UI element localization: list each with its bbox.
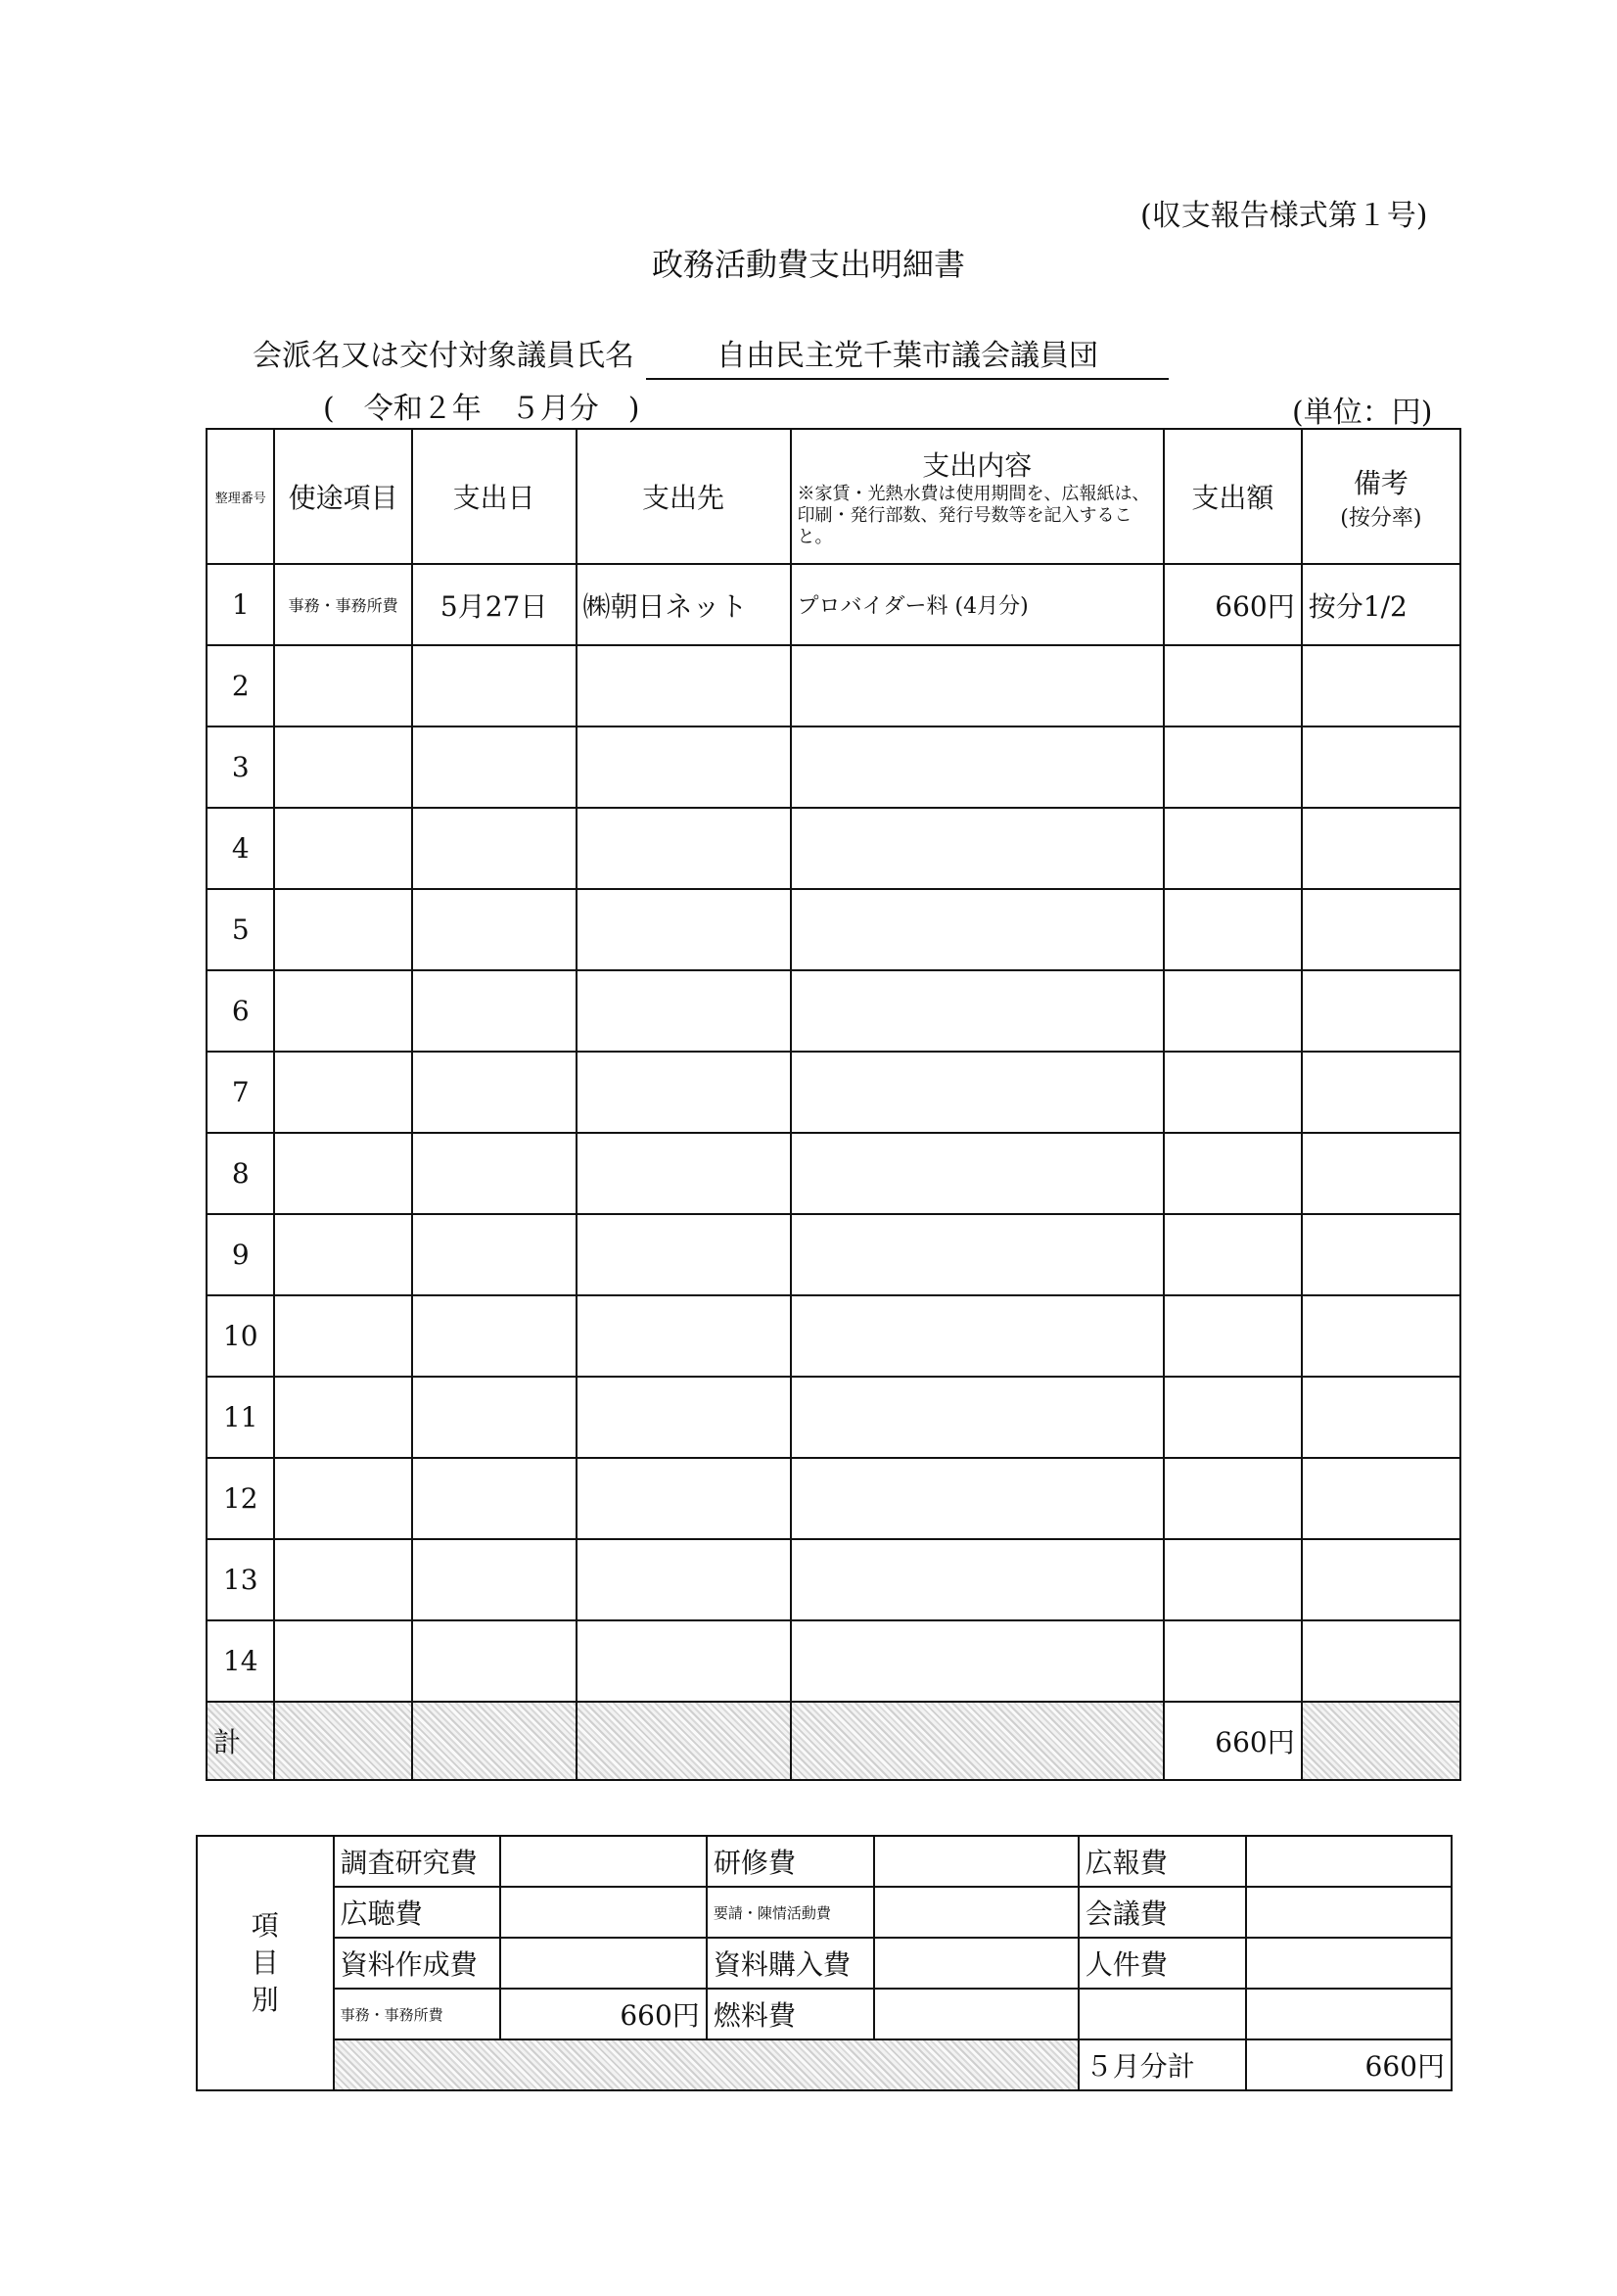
category-value (1246, 1989, 1452, 2039)
header-date: 支出日 (412, 429, 577, 564)
cell-amount (1164, 1377, 1302, 1458)
cell-date (412, 726, 577, 808)
cell-no: 8 (207, 1133, 274, 1214)
cell-content (791, 808, 1165, 889)
cell-payee (577, 1377, 791, 1458)
table-row (207, 1214, 1460, 1295)
cell-note (1302, 1539, 1460, 1620)
header-amount: 支出額 (1164, 429, 1302, 564)
category-label (1079, 1989, 1246, 2039)
category-side-char: 別 (251, 1984, 279, 2016)
category-label: 資料購入費 (707, 1938, 874, 1989)
category-label: 会議費 (1079, 1887, 1246, 1938)
cell-note (1302, 808, 1460, 889)
total-label: 計 (207, 1702, 274, 1780)
page-title: 政務活動費支出明細書 (651, 246, 965, 283)
cell-content (791, 970, 1165, 1052)
cell-date (412, 808, 577, 889)
period: ( 令和２年 ５月分 ) (323, 392, 640, 426)
total-shaded-cell (1302, 1702, 1460, 1780)
cell-payee (577, 726, 791, 808)
cell-note: 按分1/2 (1302, 564, 1460, 645)
cell-payee (577, 1214, 791, 1295)
cell-payee (577, 1052, 791, 1133)
table-row (207, 564, 1460, 645)
category-value (1246, 1836, 1452, 1887)
cell-content (791, 1620, 1165, 1702)
cell-no: 5 (207, 889, 274, 970)
cell-use (274, 1214, 411, 1295)
category-label: 広報費 (1079, 1836, 1246, 1887)
cell-amount (1164, 645, 1302, 726)
party-label: 会派名又は交付対象議員氏名 (253, 339, 634, 373)
category-value (1246, 1887, 1452, 1938)
cell-note (1302, 726, 1460, 808)
cell-note (1302, 1052, 1460, 1133)
header-content-label: 支出内容 (922, 449, 1033, 482)
cell-payee (577, 1458, 791, 1539)
cell-date: 5月27日 (412, 564, 577, 645)
category-value (500, 1887, 706, 1938)
category-label: 調査研究費 (334, 1836, 501, 1887)
table-row (207, 970, 1460, 1052)
cell-content: プロバイダー料 (4月分) (791, 564, 1165, 645)
cell-date (412, 1295, 577, 1377)
cell-use (274, 645, 411, 726)
cell-no: 12 (207, 1458, 274, 1539)
cell-date (412, 645, 577, 726)
cell-no: 7 (207, 1052, 274, 1133)
cell-use (274, 1458, 411, 1539)
table-row (207, 1295, 1460, 1377)
cell-payee (577, 970, 791, 1052)
table-header-row (207, 429, 1460, 564)
category-value (500, 1938, 706, 1989)
cell-amount: 660円 (1164, 564, 1302, 645)
cell-date (412, 1052, 577, 1133)
unit-label: (単位：円) (1292, 396, 1433, 430)
cell-content (791, 726, 1165, 808)
category-row (197, 1887, 1452, 1938)
month-total-value: 660円 (1246, 2039, 1452, 2090)
cell-payee: ㈱朝日ネット (577, 564, 791, 645)
cell-date (412, 1458, 577, 1539)
category-value (874, 1938, 1079, 1989)
table-row (207, 1133, 1460, 1214)
category-value (874, 1989, 1079, 2039)
category-row (197, 1989, 1452, 2039)
header-note-label: 備考 (1353, 466, 1409, 499)
table-row (207, 1377, 1460, 1458)
cell-payee (577, 645, 791, 726)
cell-amount (1164, 889, 1302, 970)
category-side-char: 項 (251, 1909, 279, 1942)
cell-payee (577, 889, 791, 970)
cell-no: 11 (207, 1377, 274, 1458)
category-value (500, 1836, 706, 1887)
cell-no: 6 (207, 970, 274, 1052)
header-note-sub: (按分率) (1340, 505, 1422, 531)
cell-date (412, 1133, 577, 1214)
cell-content (791, 1295, 1165, 1377)
cell-no: 13 (207, 1539, 274, 1620)
table-row (207, 726, 1460, 808)
cell-content (791, 1133, 1165, 1214)
cell-use: 事務・事務所費 (274, 564, 411, 645)
cell-no: 9 (207, 1214, 274, 1295)
cell-no: 2 (207, 645, 274, 726)
cell-payee (577, 1620, 791, 1702)
category-side-label (197, 1836, 334, 2090)
total-shaded-cell (274, 1702, 411, 1780)
cell-use (274, 1539, 411, 1620)
cell-payee (577, 1133, 791, 1214)
cell-amount (1164, 1133, 1302, 1214)
category-label: 広聴費 (334, 1887, 501, 1938)
category-value (1246, 1938, 1452, 1989)
cell-date (412, 1620, 577, 1702)
category-row (197, 1938, 1452, 1989)
cell-note (1302, 1458, 1460, 1539)
table-row (207, 1620, 1460, 1702)
cell-note (1302, 1377, 1460, 1458)
category-value (874, 1887, 1079, 1938)
cell-note (1302, 970, 1460, 1052)
cell-date (412, 1214, 577, 1295)
cell-use (274, 889, 411, 970)
category-value: 660円 (500, 1989, 706, 2039)
category-side-char: 目 (251, 1946, 279, 1979)
header-content (791, 429, 1165, 564)
header-content-note: ※家賃・光熱水費は使用期間を、広報紙は、印刷・発行部数、発行号数等を記入すること。 (797, 484, 1150, 547)
cell-date (412, 970, 577, 1052)
category-label: 事務・事務所費 (334, 1989, 501, 2039)
header-use: 使途項目 (274, 429, 411, 564)
total-row (207, 1702, 1460, 1780)
category-value (874, 1836, 1079, 1887)
cell-date (412, 1377, 577, 1458)
form-number: (収支報告様式第１号) (1140, 199, 1428, 233)
cell-no: 10 (207, 1295, 274, 1377)
table-row (207, 1539, 1460, 1620)
total-amount: 660円 (1164, 1702, 1302, 1780)
cell-use (274, 808, 411, 889)
cell-amount (1164, 1539, 1302, 1620)
cell-no: 4 (207, 808, 274, 889)
cell-use (274, 1377, 411, 1458)
total-shaded-cell (791, 1702, 1165, 1780)
cell-use (274, 1133, 411, 1214)
total-shaded-cell (412, 1702, 577, 1780)
table-row (207, 645, 1460, 726)
cell-date (412, 1539, 577, 1620)
cell-content (791, 1052, 1165, 1133)
table-row (207, 808, 1460, 889)
cell-note (1302, 1620, 1460, 1702)
table-row (207, 1052, 1460, 1133)
cell-content (791, 645, 1165, 726)
header-payee: 支出先 (577, 429, 791, 564)
expense-table (206, 428, 1461, 1781)
cell-no: 14 (207, 1620, 274, 1702)
category-label: 要請・陳情活動費 (707, 1887, 874, 1938)
category-row (197, 1836, 1452, 1887)
category-label: 燃料費 (707, 1989, 874, 2039)
cell-content (791, 1377, 1165, 1458)
month-total-label: ５月分計 (1079, 2039, 1246, 2090)
cell-use (274, 1620, 411, 1702)
cell-amount (1164, 970, 1302, 1052)
cell-amount (1164, 1214, 1302, 1295)
cell-use (274, 726, 411, 808)
cell-note (1302, 1295, 1460, 1377)
cell-amount (1164, 1295, 1302, 1377)
cell-no: 1 (207, 564, 274, 645)
cell-note (1302, 889, 1460, 970)
cell-amount (1164, 1620, 1302, 1702)
cell-payee (577, 1295, 791, 1377)
cell-note (1302, 1214, 1460, 1295)
cell-note (1302, 645, 1460, 726)
cell-amount (1164, 1052, 1302, 1133)
cell-no: 3 (207, 726, 274, 808)
party-name: 自由民主党千葉市議会議員団 (646, 331, 1169, 380)
cell-use (274, 1295, 411, 1377)
total-shaded-cell (577, 1702, 791, 1780)
cell-amount (1164, 1458, 1302, 1539)
cell-amount (1164, 726, 1302, 808)
cell-payee (577, 1539, 791, 1620)
table-row (207, 889, 1460, 970)
cell-content (791, 1539, 1165, 1620)
cell-content (791, 1458, 1165, 1539)
cell-payee (577, 808, 791, 889)
cell-content (791, 1214, 1165, 1295)
cell-content (791, 889, 1165, 970)
cell-date (412, 889, 577, 970)
table-row (207, 1458, 1460, 1539)
header-no: 整理番号 (207, 429, 274, 564)
category-label: 資料作成費 (334, 1938, 501, 1989)
category-label: 研修費 (707, 1836, 874, 1887)
cell-amount (1164, 808, 1302, 889)
category-label: 人件費 (1079, 1938, 1246, 1989)
category-summary-table (196, 1835, 1453, 2091)
cell-use (274, 970, 411, 1052)
cell-note (1302, 1133, 1460, 1214)
header-note (1302, 429, 1460, 564)
category-shaded-cell (334, 2039, 1079, 2090)
category-total-row (197, 2039, 1452, 2090)
cell-use (274, 1052, 411, 1133)
